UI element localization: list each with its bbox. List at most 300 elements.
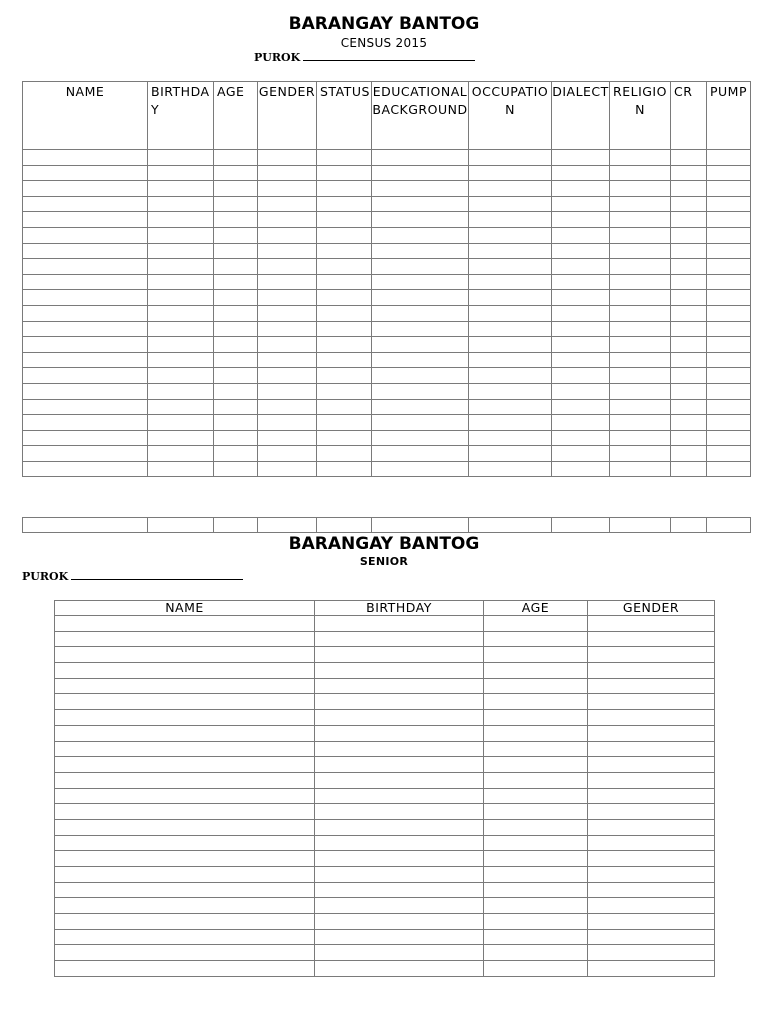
table-cell[interactable]	[55, 647, 315, 663]
table-cell[interactable]	[552, 243, 610, 259]
table-cell[interactable]	[148, 446, 214, 462]
table-cell[interactable]	[372, 259, 469, 275]
table-cell[interactable]	[469, 305, 552, 321]
table-cell[interactable]	[671, 227, 707, 243]
table-cell[interactable]	[23, 399, 148, 415]
table-cell[interactable]	[214, 196, 258, 212]
table-cell[interactable]	[588, 819, 715, 835]
table-cell[interactable]	[214, 181, 258, 197]
table-cell[interactable]	[469, 290, 552, 306]
table-cell[interactable]	[552, 305, 610, 321]
table-cell[interactable]	[258, 337, 317, 353]
table-cell[interactable]	[214, 446, 258, 462]
table-cell[interactable]	[671, 446, 707, 462]
table-cell[interactable]	[671, 430, 707, 446]
table-cell[interactable]	[23, 181, 148, 197]
table-cell[interactable]	[372, 212, 469, 228]
table-cell[interactable]	[588, 914, 715, 930]
table-cell[interactable]	[671, 368, 707, 384]
table-cell[interactable]	[148, 243, 214, 259]
table-cell[interactable]	[484, 741, 588, 757]
table-cell[interactable]	[588, 804, 715, 820]
table-cell[interactable]	[484, 898, 588, 914]
table-cell[interactable]	[315, 757, 484, 773]
table-cell[interactable]	[214, 290, 258, 306]
table-cell[interactable]	[610, 399, 671, 415]
table-cell[interactable]	[55, 757, 315, 773]
table-cell[interactable]	[55, 725, 315, 741]
table-cell[interactable]	[258, 181, 317, 197]
table-cell[interactable]	[552, 518, 610, 533]
table-cell[interactable]	[610, 181, 671, 197]
table-cell[interactable]	[315, 631, 484, 647]
table-cell[interactable]	[372, 274, 469, 290]
table-cell[interactable]	[552, 430, 610, 446]
table-cell[interactable]	[671, 337, 707, 353]
table-cell[interactable]	[372, 321, 469, 337]
table-cell[interactable]	[671, 274, 707, 290]
table-cell[interactable]	[148, 150, 214, 166]
table-cell[interactable]	[214, 399, 258, 415]
table-cell[interactable]	[258, 430, 317, 446]
table-cell[interactable]	[588, 710, 715, 726]
table-cell[interactable]	[484, 835, 588, 851]
table-cell[interactable]	[484, 631, 588, 647]
table-cell[interactable]	[552, 415, 610, 431]
table-cell[interactable]	[23, 383, 148, 399]
table-cell[interactable]	[258, 518, 317, 533]
table-cell[interactable]	[258, 150, 317, 166]
table-cell[interactable]	[610, 165, 671, 181]
table-cell[interactable]	[258, 259, 317, 275]
table-cell[interactable]	[148, 196, 214, 212]
table-cell[interactable]	[315, 678, 484, 694]
table-cell[interactable]	[588, 678, 715, 694]
table-cell[interactable]	[588, 647, 715, 663]
table-cell[interactable]	[55, 961, 315, 977]
table-cell[interactable]	[315, 694, 484, 710]
table-cell[interactable]	[372, 150, 469, 166]
table-cell[interactable]	[23, 321, 148, 337]
table-cell[interactable]	[707, 383, 751, 399]
table-cell[interactable]	[317, 259, 372, 275]
table-cell[interactable]	[610, 368, 671, 384]
table-cell[interactable]	[23, 259, 148, 275]
table-cell[interactable]	[610, 259, 671, 275]
table-cell[interactable]	[148, 430, 214, 446]
table-cell[interactable]	[469, 321, 552, 337]
table-cell[interactable]	[469, 181, 552, 197]
table-cell[interactable]	[588, 741, 715, 757]
table-cell[interactable]	[23, 150, 148, 166]
table-cell[interactable]	[610, 196, 671, 212]
table-cell[interactable]	[707, 415, 751, 431]
table-cell[interactable]	[23, 290, 148, 306]
table-cell[interactable]	[484, 678, 588, 694]
table-cell[interactable]	[707, 227, 751, 243]
table-cell[interactable]	[23, 337, 148, 353]
table-cell[interactable]	[214, 305, 258, 321]
table-cell[interactable]	[707, 368, 751, 384]
table-cell[interactable]	[258, 368, 317, 384]
table-cell[interactable]	[469, 243, 552, 259]
table-cell[interactable]	[707, 305, 751, 321]
table-cell[interactable]	[610, 321, 671, 337]
table-cell[interactable]	[258, 165, 317, 181]
table-cell[interactable]	[671, 259, 707, 275]
table-cell[interactable]	[317, 383, 372, 399]
table-cell[interactable]	[671, 165, 707, 181]
table-cell[interactable]	[317, 165, 372, 181]
table-cell[interactable]	[23, 212, 148, 228]
table-cell[interactable]	[671, 150, 707, 166]
table-cell[interactable]	[23, 227, 148, 243]
table-cell[interactable]	[707, 399, 751, 415]
table-cell[interactable]	[317, 518, 372, 533]
table-cell[interactable]	[372, 399, 469, 415]
table-cell[interactable]	[315, 647, 484, 663]
table-cell[interactable]	[55, 898, 315, 914]
table-cell[interactable]	[588, 898, 715, 914]
table-cell[interactable]	[372, 352, 469, 368]
table-cell[interactable]	[469, 165, 552, 181]
table-cell[interactable]	[214, 227, 258, 243]
table-cell[interactable]	[258, 290, 317, 306]
table-cell[interactable]	[315, 898, 484, 914]
table-cell[interactable]	[55, 867, 315, 883]
table-cell[interactable]	[55, 851, 315, 867]
table-cell[interactable]	[214, 337, 258, 353]
table-cell[interactable]	[23, 368, 148, 384]
table-cell[interactable]	[610, 383, 671, 399]
table-cell[interactable]	[610, 150, 671, 166]
table-cell[interactable]	[610, 290, 671, 306]
table-cell[interactable]	[707, 165, 751, 181]
table-cell[interactable]	[671, 383, 707, 399]
table-cell[interactable]	[317, 399, 372, 415]
table-cell[interactable]	[258, 446, 317, 462]
table-cell[interactable]	[317, 337, 372, 353]
table-cell[interactable]	[707, 196, 751, 212]
table-cell[interactable]	[610, 461, 671, 477]
table-cell[interactable]	[372, 165, 469, 181]
table-cell[interactable]	[148, 227, 214, 243]
table-cell[interactable]	[707, 290, 751, 306]
table-cell[interactable]	[610, 430, 671, 446]
table-cell[interactable]	[315, 741, 484, 757]
table-cell[interactable]	[315, 772, 484, 788]
table-cell[interactable]	[484, 788, 588, 804]
table-cell[interactable]	[610, 352, 671, 368]
table-cell[interactable]	[317, 352, 372, 368]
table-cell[interactable]	[214, 212, 258, 228]
table-cell[interactable]	[552, 196, 610, 212]
table-cell[interactable]	[552, 399, 610, 415]
table-cell[interactable]	[610, 415, 671, 431]
table-cell[interactable]	[469, 430, 552, 446]
table-cell[interactable]	[258, 243, 317, 259]
table-cell[interactable]	[707, 321, 751, 337]
table-cell[interactable]	[610, 212, 671, 228]
table-cell[interactable]	[707, 212, 751, 228]
table-cell[interactable]	[55, 882, 315, 898]
table-cell[interactable]	[317, 274, 372, 290]
table-cell[interactable]	[315, 882, 484, 898]
table-cell[interactable]	[148, 274, 214, 290]
table-cell[interactable]	[671, 212, 707, 228]
table-cell[interactable]	[315, 788, 484, 804]
table-cell[interactable]	[372, 305, 469, 321]
table-cell[interactable]	[317, 321, 372, 337]
table-cell[interactable]	[372, 337, 469, 353]
table-cell[interactable]	[258, 399, 317, 415]
table-cell[interactable]	[315, 663, 484, 679]
table-cell[interactable]	[258, 227, 317, 243]
table-cell[interactable]	[610, 305, 671, 321]
table-cell[interactable]	[214, 259, 258, 275]
table-cell[interactable]	[671, 305, 707, 321]
table-cell[interactable]	[552, 368, 610, 384]
table-cell[interactable]	[317, 461, 372, 477]
table-cell[interactable]	[469, 150, 552, 166]
table-cell[interactable]	[552, 352, 610, 368]
table-cell[interactable]	[552, 383, 610, 399]
table-cell[interactable]	[55, 929, 315, 945]
table-cell[interactable]	[588, 663, 715, 679]
table-cell[interactable]	[469, 461, 552, 477]
table-cell[interactable]	[588, 631, 715, 647]
table-cell[interactable]	[55, 694, 315, 710]
table-cell[interactable]	[671, 518, 707, 533]
table-cell[interactable]	[552, 274, 610, 290]
table-cell[interactable]	[469, 399, 552, 415]
table-cell[interactable]	[317, 243, 372, 259]
table-cell[interactable]	[317, 290, 372, 306]
table-cell[interactable]	[552, 212, 610, 228]
table-cell[interactable]	[707, 181, 751, 197]
table-cell[interactable]	[469, 212, 552, 228]
table-cell[interactable]	[588, 882, 715, 898]
table-cell[interactable]	[671, 196, 707, 212]
table-cell[interactable]	[484, 882, 588, 898]
table-cell[interactable]	[55, 710, 315, 726]
table-cell[interactable]	[552, 321, 610, 337]
table-cell[interactable]	[484, 804, 588, 820]
table-cell[interactable]	[214, 165, 258, 181]
table-cell[interactable]	[469, 274, 552, 290]
table-cell[interactable]	[372, 181, 469, 197]
table-cell[interactable]	[484, 694, 588, 710]
table-cell[interactable]	[469, 259, 552, 275]
table-cell[interactable]	[258, 352, 317, 368]
table-cell[interactable]	[484, 772, 588, 788]
table-cell[interactable]	[315, 914, 484, 930]
table-cell[interactable]	[484, 710, 588, 726]
table-cell[interactable]	[372, 518, 469, 533]
table-cell[interactable]	[484, 961, 588, 977]
table-cell[interactable]	[23, 243, 148, 259]
table-cell[interactable]	[315, 851, 484, 867]
table-cell[interactable]	[148, 352, 214, 368]
table-cell[interactable]	[552, 165, 610, 181]
table-cell[interactable]	[484, 663, 588, 679]
table-cell[interactable]	[610, 274, 671, 290]
table-cell[interactable]	[610, 518, 671, 533]
table-cell[interactable]	[55, 678, 315, 694]
table-cell[interactable]	[372, 196, 469, 212]
table-cell[interactable]	[315, 929, 484, 945]
table-cell[interactable]	[23, 305, 148, 321]
table-cell[interactable]	[258, 461, 317, 477]
table-cell[interactable]	[372, 446, 469, 462]
table-cell[interactable]	[148, 399, 214, 415]
table-cell[interactable]	[258, 274, 317, 290]
table-cell[interactable]	[23, 430, 148, 446]
table-cell[interactable]	[588, 694, 715, 710]
table-cell[interactable]	[484, 757, 588, 773]
table-cell[interactable]	[55, 819, 315, 835]
table-cell[interactable]	[148, 165, 214, 181]
table-cell[interactable]	[469, 196, 552, 212]
table-cell[interactable]	[258, 212, 317, 228]
table-cell[interactable]	[148, 181, 214, 197]
table-cell[interactable]	[707, 243, 751, 259]
table-cell[interactable]	[671, 415, 707, 431]
table-cell[interactable]	[23, 415, 148, 431]
table-cell[interactable]	[148, 305, 214, 321]
table-cell[interactable]	[315, 804, 484, 820]
table-cell[interactable]	[588, 867, 715, 883]
table-cell[interactable]	[214, 430, 258, 446]
table-cell[interactable]	[588, 961, 715, 977]
table-cell[interactable]	[588, 945, 715, 961]
table-cell[interactable]	[317, 368, 372, 384]
census-purok-blank-line[interactable]	[303, 60, 475, 61]
table-cell[interactable]	[469, 383, 552, 399]
table-cell[interactable]	[372, 243, 469, 259]
table-cell[interactable]	[317, 150, 372, 166]
table-cell[interactable]	[148, 290, 214, 306]
table-cell[interactable]	[23, 446, 148, 462]
table-cell[interactable]	[214, 383, 258, 399]
table-cell[interactable]	[552, 227, 610, 243]
table-cell[interactable]	[707, 150, 751, 166]
table-cell[interactable]	[552, 337, 610, 353]
table-cell[interactable]	[148, 212, 214, 228]
table-cell[interactable]	[707, 446, 751, 462]
table-cell[interactable]	[469, 518, 552, 533]
table-cell[interactable]	[214, 415, 258, 431]
table-cell[interactable]	[484, 945, 588, 961]
table-cell[interactable]	[55, 741, 315, 757]
table-cell[interactable]	[55, 631, 315, 647]
table-cell[interactable]	[707, 461, 751, 477]
table-cell[interactable]	[55, 772, 315, 788]
table-cell[interactable]	[317, 446, 372, 462]
table-cell[interactable]	[214, 461, 258, 477]
table-cell[interactable]	[588, 835, 715, 851]
table-cell[interactable]	[707, 337, 751, 353]
table-cell[interactable]	[610, 446, 671, 462]
table-cell[interactable]	[55, 945, 315, 961]
table-cell[interactable]	[315, 725, 484, 741]
table-cell[interactable]	[469, 446, 552, 462]
table-cell[interactable]	[671, 321, 707, 337]
table-cell[interactable]	[707, 259, 751, 275]
table-cell[interactable]	[484, 851, 588, 867]
table-cell[interactable]	[707, 430, 751, 446]
table-cell[interactable]	[610, 337, 671, 353]
table-cell[interactable]	[315, 710, 484, 726]
table-cell[interactable]	[552, 150, 610, 166]
table-cell[interactable]	[23, 165, 148, 181]
table-cell[interactable]	[707, 352, 751, 368]
table-cell[interactable]	[317, 415, 372, 431]
table-cell[interactable]	[588, 725, 715, 741]
table-cell[interactable]	[258, 383, 317, 399]
table-cell[interactable]	[671, 181, 707, 197]
table-cell[interactable]	[588, 772, 715, 788]
table-cell[interactable]	[372, 227, 469, 243]
table-cell[interactable]	[23, 274, 148, 290]
table-cell[interactable]	[55, 616, 315, 632]
table-cell[interactable]	[148, 461, 214, 477]
table-cell[interactable]	[588, 788, 715, 804]
table-cell[interactable]	[23, 518, 148, 533]
table-cell[interactable]	[552, 446, 610, 462]
table-cell[interactable]	[148, 518, 214, 533]
table-cell[interactable]	[258, 321, 317, 337]
table-cell[interactable]	[469, 368, 552, 384]
table-cell[interactable]	[484, 867, 588, 883]
table-cell[interactable]	[671, 399, 707, 415]
table-cell[interactable]	[148, 368, 214, 384]
table-cell[interactable]	[315, 819, 484, 835]
table-cell[interactable]	[671, 461, 707, 477]
table-cell[interactable]	[315, 616, 484, 632]
table-cell[interactable]	[610, 227, 671, 243]
table-cell[interactable]	[588, 616, 715, 632]
table-cell[interactable]	[317, 305, 372, 321]
table-cell[interactable]	[484, 647, 588, 663]
senior-purok-blank-line[interactable]	[71, 579, 243, 580]
table-cell[interactable]	[148, 337, 214, 353]
table-cell[interactable]	[484, 616, 588, 632]
table-cell[interactable]	[317, 430, 372, 446]
table-cell[interactable]	[315, 945, 484, 961]
table-cell[interactable]	[372, 290, 469, 306]
table-cell[interactable]	[610, 243, 671, 259]
table-cell[interactable]	[317, 212, 372, 228]
table-cell[interactable]	[55, 663, 315, 679]
table-cell[interactable]	[148, 321, 214, 337]
table-cell[interactable]	[671, 352, 707, 368]
table-cell[interactable]	[148, 383, 214, 399]
table-cell[interactable]	[552, 181, 610, 197]
table-cell[interactable]	[258, 415, 317, 431]
table-cell[interactable]	[469, 415, 552, 431]
table-cell[interactable]	[23, 196, 148, 212]
table-cell[interactable]	[671, 290, 707, 306]
table-cell[interactable]	[55, 804, 315, 820]
table-cell[interactable]	[469, 352, 552, 368]
table-cell[interactable]	[55, 788, 315, 804]
table-cell[interactable]	[317, 196, 372, 212]
table-cell[interactable]	[469, 337, 552, 353]
table-cell[interactable]	[671, 243, 707, 259]
table-cell[interactable]	[55, 914, 315, 930]
table-cell[interactable]	[484, 929, 588, 945]
